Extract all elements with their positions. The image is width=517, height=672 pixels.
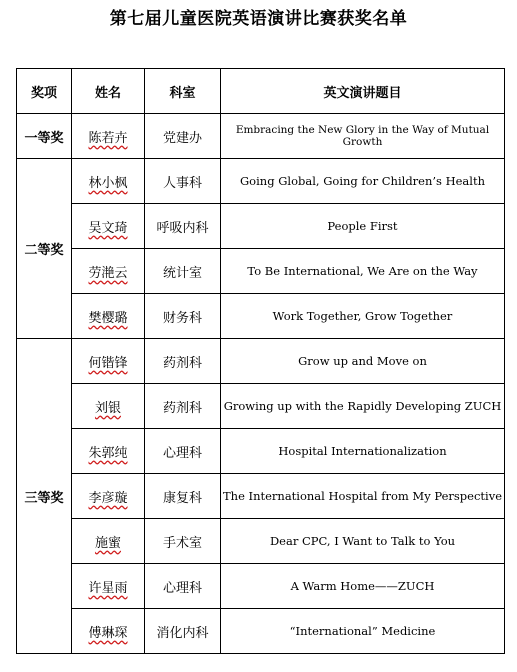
winner-name: 施蜜 [94, 535, 121, 551]
winner-name: 傅琳琛 [88, 625, 128, 641]
winner-name: 刘银 [94, 400, 121, 416]
table-row [17, 204, 505, 249]
award-level-cell: 一等奖 [17, 114, 72, 159]
department-cell: 消化内科 [145, 609, 221, 654]
winner-name-cell [72, 339, 145, 384]
winner-name-cell [72, 114, 145, 159]
winner-name: 劳滟云 [88, 265, 128, 281]
speech-topic-cell: Going Global, Going for Children’s Health [221, 159, 505, 204]
department-cell: 康复科 [145, 474, 221, 519]
winner-name-cell [72, 609, 145, 654]
department-cell: 人事科 [145, 159, 221, 204]
header-name: 姓名 [72, 69, 145, 114]
winner-name-cell [72, 384, 145, 429]
speech-topic-cell: A Warm Home——ZUCH [221, 564, 505, 609]
department-cell: 党建办 [145, 114, 221, 159]
winner-name-cell [72, 204, 145, 249]
winner-name: 李彦璇 [88, 490, 128, 506]
award-level-cell: 三等奖 [17, 339, 72, 654]
table-body [17, 114, 505, 654]
speech-topic-cell: Grow up and Move on [221, 339, 505, 384]
header-topic: 英文演讲题目 [221, 69, 505, 114]
speech-topic-cell: The International Hospital from My Perspective [221, 474, 505, 519]
winner-name: 何锴锋 [88, 355, 128, 371]
department-cell: 呼吸内科 [145, 204, 221, 249]
winner-name-cell [72, 249, 145, 294]
speech-topic-cell: People First [221, 204, 505, 249]
table-row [17, 159, 505, 204]
winner-name-cell [72, 429, 145, 474]
table-row [17, 474, 505, 519]
speech-topic-cell: Growing up with the Rapidly Developing ZUCH [221, 384, 505, 429]
winner-name-cell [72, 294, 145, 339]
table-row [17, 114, 505, 159]
winner-name-cell [72, 564, 145, 609]
table-row [17, 429, 505, 474]
winner-name: 许星雨 [88, 580, 128, 596]
department-cell: 统计室 [145, 249, 221, 294]
department-cell: 财务科 [145, 294, 221, 339]
winner-name-cell [72, 159, 145, 204]
winner-name-cell [72, 474, 145, 519]
speech-topic-cell: Hospital Internationalization [221, 429, 505, 474]
winner-name: 陈若卉 [88, 130, 128, 146]
header-award: 奖项 [17, 69, 72, 114]
table-row [17, 384, 505, 429]
department-cell: 心理科 [145, 429, 221, 474]
winner-name: 吴文琦 [88, 220, 128, 236]
table-row [17, 339, 505, 384]
department-cell: 药剂科 [145, 339, 221, 384]
winner-name: 林小枫 [88, 175, 128, 191]
speech-topic-cell: “International” Medicine [221, 609, 505, 654]
table-row [17, 249, 505, 294]
header-dept: 科室 [145, 69, 221, 114]
award-table [16, 68, 505, 654]
table-header-row [17, 69, 505, 114]
table-row [17, 564, 505, 609]
department-cell: 手术室 [145, 519, 221, 564]
winner-name-cell [72, 519, 145, 564]
speech-topic-cell: Embracing the New Glory in the Way of Mutual Growth [221, 114, 505, 159]
award-level-cell: 二等奖 [17, 159, 72, 339]
speech-topic-cell: Work Together, Grow Together [221, 294, 505, 339]
table-row [17, 519, 505, 564]
department-cell: 药剂科 [145, 384, 221, 429]
department-cell: 心理科 [145, 564, 221, 609]
table-row [17, 609, 505, 654]
winner-name: 朱郭纯 [88, 445, 128, 461]
speech-topic-cell: To Be International, We Are on the Way [221, 249, 505, 294]
winner-name: 樊樱璐 [88, 310, 128, 326]
speech-topic-cell: Dear CPC, I Want to Talk to You [221, 519, 505, 564]
table-row [17, 294, 505, 339]
page-title: 第七届儿童医院英语演讲比赛获奖名单 [109, 9, 408, 29]
